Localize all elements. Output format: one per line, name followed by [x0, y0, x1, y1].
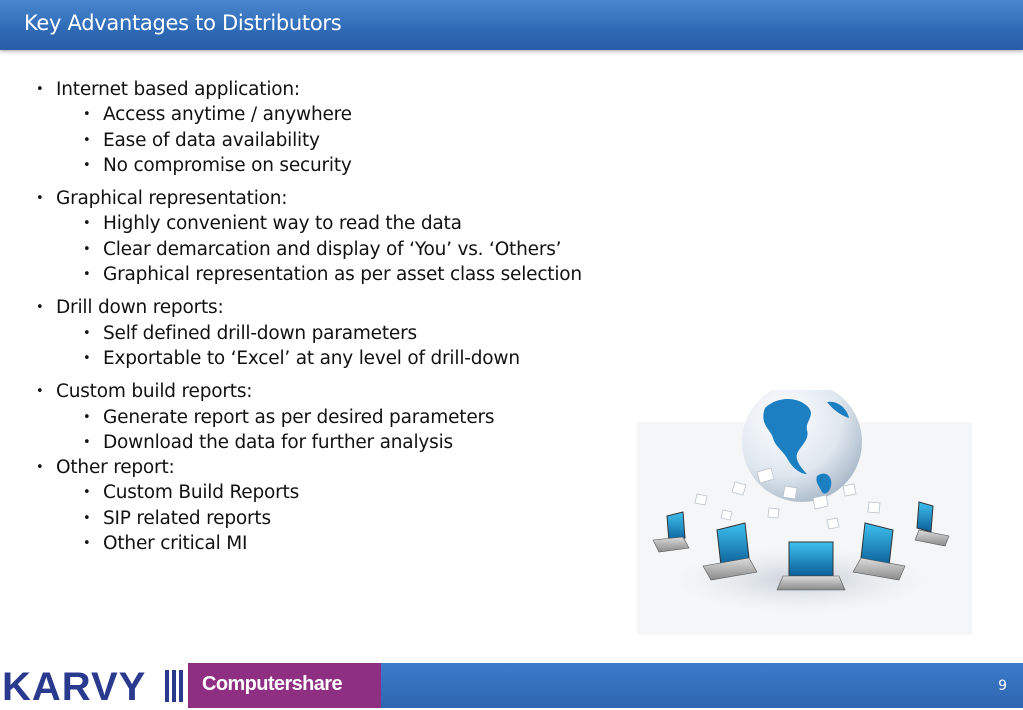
sub-bullet-text: Generate report as per desired parameters — [103, 406, 495, 428]
bullet-text: Other report: — [56, 457, 175, 479]
sub-bullet-text: Self defined drill-down parameters — [103, 322, 417, 344]
sub-bullet-text: Access anytime / anywhere — [103, 104, 352, 126]
bullet-group-graphical — [36, 186, 656, 287]
bullet-icon: • — [36, 460, 44, 476]
bullet-icon: • — [83, 409, 91, 425]
sub-bullet-item — [36, 102, 656, 127]
bullet-text: Internet based application: — [56, 79, 300, 100]
sub-bullet-text: Download the data for further analysis — [103, 431, 453, 453]
sub-bullet-item — [36, 506, 656, 531]
bullet-item — [36, 379, 656, 404]
bullet-item — [36, 77, 656, 102]
computershare-wordmark: Computershare — [202, 673, 343, 695]
bullet-icon: • — [83, 267, 91, 283]
bullet-icon: • — [83, 325, 91, 341]
bullet-group-drilldown — [36, 295, 656, 371]
sub-bullet-item — [36, 480, 656, 505]
bullet-icon: • — [36, 191, 44, 207]
sub-bullet-item — [36, 430, 656, 455]
globe-network-illustration — [637, 390, 972, 635]
bullet-icon: • — [83, 510, 91, 526]
bullet-icon: • — [83, 157, 91, 173]
sub-bullet-text: Exportable to ‘Excel’ at any level of drill-down — [103, 347, 520, 369]
bullet-item — [36, 455, 656, 480]
karvy-logo — [0, 663, 188, 708]
sub-bullet-item — [36, 531, 656, 556]
sub-bullet-item — [36, 153, 656, 178]
bullet-group-internet — [36, 77, 656, 178]
bullet-text: Custom build reports: — [56, 381, 253, 403]
sub-bullet-item — [36, 346, 656, 371]
bullet-icon: • — [83, 536, 91, 552]
sub-bullet-item — [36, 262, 656, 287]
sub-bullet-text: Ease of data availability — [103, 129, 320, 151]
sub-bullet-text: SIP related reports — [103, 507, 271, 529]
bullet-icon: • — [83, 132, 91, 148]
sub-bullet-item — [36, 405, 656, 430]
bullet-icon: • — [83, 350, 91, 366]
bullet-item — [36, 186, 656, 211]
bullet-icon: • — [83, 485, 91, 501]
bullet-icon: • — [83, 241, 91, 257]
slide-title: Key Advantages to Distributors — [24, 11, 342, 35]
bullet-list — [36, 77, 656, 564]
sub-bullet-item — [36, 321, 656, 346]
bullet-icon: • — [83, 216, 91, 232]
sub-bullet-item — [36, 128, 656, 153]
bullet-text: Drill down reports: — [56, 297, 224, 319]
sub-bullet-text: Graphical representation as per asset class selection — [103, 264, 582, 286]
karvy-bars-icon — [165, 670, 183, 702]
sub-bullet-text: Clear demarcation and display of ‘You’ vs. ‘Others’ — [103, 238, 562, 260]
bullet-icon: • — [83, 434, 91, 450]
bullet-icon: • — [36, 300, 44, 316]
sub-bullet-text: Custom Build Reports — [103, 482, 300, 504]
sub-bullet-text: No compromise on security — [103, 154, 352, 176]
karvy-wordmark: KARVY — [2, 665, 147, 709]
bullet-item — [36, 295, 656, 320]
sub-bullet-item — [36, 237, 656, 262]
bullet-icon: • — [83, 107, 91, 123]
title-bar — [0, 0, 1023, 50]
sub-bullet-item — [36, 211, 656, 236]
bullet-text: Graphical representation: — [56, 188, 288, 210]
bullet-icon: • — [36, 384, 44, 400]
sub-bullet-text: Other critical MI — [103, 533, 248, 555]
bullet-group-custom — [36, 379, 656, 455]
computershare-logo — [188, 663, 381, 708]
bullet-icon: • — [36, 82, 44, 97]
sub-bullet-text: Highly convenient way to read the data — [103, 213, 462, 235]
page-number: 9 — [998, 678, 1007, 694]
bullet-group-other — [36, 455, 656, 556]
